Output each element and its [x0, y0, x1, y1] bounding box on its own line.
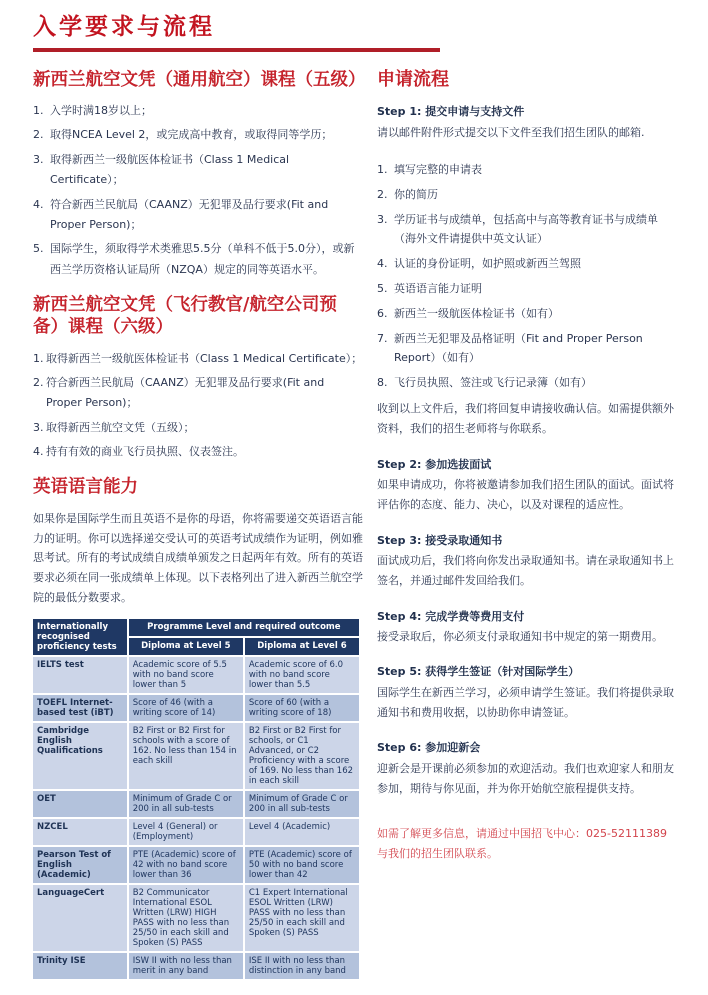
english-score-table [31, 617, 361, 981]
level6-cell: Academic score of 6.0 with no band score lower than 5.5 [245, 657, 359, 693]
step-1 [377, 102, 674, 439]
item-text: 新西兰一级航医体检证书（如有） [394, 306, 559, 320]
level5-cell: B2 First or B2 First for schools with a score of 162. No less than 154 in each skill [129, 723, 243, 789]
step-2-body: 如果申请成功，你将被邀请参加我们招生团队的面试。面试将评估你的态度、能力、决心，以及对课程的适应性。 [377, 478, 674, 512]
test-name-cell: Trinity ISE [33, 953, 127, 979]
step-1-confirmation-note: 收到以上文件后，我们将回复申请接收确认信。如需提供额外资料，我们的招生老师将与你联系。 [377, 402, 674, 436]
section-heading-apply-process: 申请流程 [377, 68, 449, 90]
test-name-cell: Pearson Test of English (Academic) [33, 847, 127, 883]
section-level5-course [33, 69, 366, 280]
table-row [33, 819, 359, 845]
page-title: 入学要求与流程 [33, 14, 215, 40]
item-text: 取得新西兰一级航医体检证书（Class 1 Medical Certificate）； [50, 152, 290, 187]
column-header-level6: Diploma at Level 6 [245, 638, 359, 655]
test-name-cell: LanguageCert [33, 885, 127, 951]
step-4-body: 接受录取后，你必须支付录取通知书中规定的第一期费用。 [377, 630, 663, 644]
title-underline [33, 48, 440, 52]
list-item [377, 373, 674, 393]
item-text: 新西兰无犯罪及品格证明（Fit and Proper Person Report）（如有） [394, 331, 643, 365]
table-row [33, 723, 359, 789]
list-item [33, 349, 363, 369]
item-number: 4. [33, 197, 44, 211]
step-3-title: Step 3: 接受录取通知书 [377, 533, 503, 547]
level5-cell: B2 Communicator International ESOL Written (LRW) HIGH PASS with no less than 25/50 in each skill and Spoken (S) PASS [129, 885, 243, 951]
item-text: 填写完整的申请表 [394, 163, 482, 177]
level6-cell: Level 4 (Academic) [245, 819, 359, 845]
left-column [33, 69, 366, 995]
table-header-row [33, 619, 359, 636]
item-text: 国际学生，须取得学术类雅思5.5分（单科不低于5.0分），或新西兰学历资格认证局所（NZQA）规定的同等英语水平。 [50, 242, 355, 276]
english-requirements-paragraph: 如果你是国际学生而且英语不是你的母语，你将需要递交英语语言能力的证明。你可以选择递交受认可的英语考试成绩作为证明，例如雅思考试。所有的考试成绩自成绩单颁发之日起两年有效。所有的英语要求必须在同一张成绩单上体现。以下表格列出了进入新西兰航空学院的最低分数要求。 [33, 511, 363, 604]
item-text: 取得新西兰航空文凭（五级）； [46, 420, 195, 434]
item-text: 你的简历 [394, 187, 438, 201]
contact-note: 如需了解更多信息，请通过中国招飞中心：025-52111389 与我们的招生团队联系。 [377, 826, 667, 860]
test-name-cell: OET [33, 791, 127, 817]
list-item [377, 254, 674, 274]
list-item [377, 304, 674, 324]
list-item [377, 185, 674, 205]
test-name-cell: TOEFL Internet-based test (iBT) [33, 695, 127, 721]
column-header-level5: Diploma at Level 5 [129, 638, 243, 655]
table-row [33, 953, 359, 979]
level5-cell: Score of 46 (with a writing score of 14) [129, 695, 243, 721]
level6-cell: PTE (Academic) score of 50 with no band score lower than 42 [245, 847, 359, 883]
level5-cell: PTE (Academic) score of 42 with no band score lower than 36 [129, 847, 243, 883]
item-number: 3. [33, 152, 44, 166]
table-row [33, 885, 359, 951]
item-text: 持有有效的商业飞行员执照、仪表签注。 [46, 445, 244, 459]
level6-cell: B2 First or B2 First for schools, or C1 Advanced, or C2 Proficiency with a score of 169. No less than 162 in each skill [245, 723, 359, 789]
step-4 [377, 607, 674, 648]
list-item [33, 150, 363, 191]
item-text: 认证的身份证明，如护照或新西兰驾照 [394, 257, 581, 271]
level6-cell: Minimum of Grade C or 200 in all sub-tests [245, 791, 359, 817]
item-number: 3. [377, 212, 388, 226]
list-item [377, 329, 674, 369]
list-item [33, 195, 363, 236]
two-column-layout [33, 69, 674, 995]
list-item [33, 239, 363, 280]
step-5 [377, 662, 674, 723]
list-item [377, 279, 674, 299]
list-item [377, 160, 674, 180]
level5-requirements-list [33, 101, 363, 280]
item-number: 1. [33, 104, 44, 118]
step-2 [377, 455, 674, 516]
table-row [33, 791, 359, 817]
column-header-tests: Internationally recognised proficiency tests [33, 619, 127, 655]
test-name-cell: NZCEL [33, 819, 127, 845]
list-item [33, 442, 363, 462]
step-4-title: Step 4: 完成学费等费用支付 [377, 609, 525, 623]
step-3 [377, 531, 674, 592]
level5-cell: ISW II with no less than merit in any band [129, 953, 243, 979]
section-heading-level5: 新西兰航空文凭（通用航空）课程（五级） [33, 69, 366, 90]
item-text: 入学时满18岁以上； [50, 104, 152, 118]
item-number: 1. [33, 351, 44, 365]
list-item [33, 373, 363, 414]
item-text: 取得NCEA Level 2，或完成高中教育，或取得同等学历； [50, 128, 333, 142]
item-number: 2. [33, 376, 44, 390]
section-level6-course [33, 294, 363, 463]
test-name-cell: Cambridge English Qualifications [33, 723, 127, 789]
required-documents-list [377, 160, 674, 393]
level5-cell: Minimum of Grade C or 200 in all sub-tests [129, 791, 243, 817]
right-column [377, 69, 674, 995]
item-number: 5. [33, 242, 44, 256]
item-text: 取得新西兰一级航医体检证书（Class 1 Medical Certificate）； [46, 351, 363, 365]
table-row [33, 657, 359, 693]
section-heading-level6: 新西兰航空文凭（飞行教官/航空公司预备）课程（六级） [33, 294, 337, 338]
section-english-ability [33, 476, 363, 981]
item-text: 符合新西兰民航局（CAANZ）无犯罪及品行要求(Fit and Proper Person)； [50, 197, 329, 231]
item-number: 1. [377, 163, 388, 177]
table-row [33, 695, 359, 721]
table-row [33, 847, 359, 883]
item-number: 2. [33, 128, 44, 142]
list-item [33, 125, 363, 145]
level6-cell: ISE II with no less than distinction in any band [245, 953, 359, 979]
step-2-title: Step 2: 参加选拔面试 [377, 457, 492, 471]
item-text: 符合新西兰民航局（CAANZ）无犯罪及品行要求(Fit and Proper Person)； [46, 376, 325, 410]
step-5-title: Step 5: 获得学生签证（针对国际学生） [377, 665, 580, 679]
item-number: 4. [377, 257, 388, 271]
item-number: 6. [377, 306, 388, 320]
level5-cell: Level 4 (General) or (Employment) [129, 819, 243, 845]
item-text: 飞行员执照、签注或飞行记录簿（如有） [394, 376, 592, 390]
list-item [33, 101, 363, 121]
step-3-body: 面试成功后，我们将向你发出录取通知书。请在录取通知书上签名，并通过邮件发回给我们。 [377, 554, 674, 588]
level5-cell: Academic score of 5.5 with no band score lower than 5 [129, 657, 243, 693]
level6-requirements-list [33, 349, 363, 463]
level6-cell: C1 Expert International ESOL Written (LRW) PASS with no less than 25/50 in each skill and Spoken (S) PASS [245, 885, 359, 951]
item-number: 8. [377, 376, 388, 390]
item-number: 7. [377, 331, 388, 345]
item-text: 英语语言能力证明 [394, 282, 482, 296]
column-header-programme: Programme Level and required outcome [129, 619, 359, 636]
item-number: 4. [33, 445, 44, 459]
item-text: 学历证书与成绩单，包括高中与高等教育证书与成绩单（海外文件请提供中英文认证） [394, 212, 658, 246]
step-6-title: Step 6: 参加迎新会 [377, 741, 481, 755]
step-1-title: Step 1: 提交申请与支持文件 [377, 105, 525, 119]
section-heading-english: 英语语言能力 [33, 477, 138, 498]
test-name-cell: IELTS test [33, 657, 127, 693]
level6-cell: Score of 60 (with a writing score of 18) [245, 695, 359, 721]
item-number: 2. [377, 187, 388, 201]
list-item [377, 210, 674, 250]
step-6-body: 迎新会是开课前必须参加的欢迎活动。我们也欢迎家人和朋友参加，期待与你见面，并为你开始航空旅程提供支持。 [377, 761, 674, 796]
item-number: 3. [33, 420, 44, 434]
step-1-intro: 请以邮件附件形式提交以下文件至我们招生团队的邮箱. [377, 125, 645, 139]
item-number: 5. [377, 282, 388, 296]
list-item [33, 418, 363, 438]
step-5-body: 国际学生在新西兰学习，必须申请学生签证。我们将提供录取通知书和费用收据，以协助你申请签证。 [377, 685, 674, 720]
step-6 [377, 738, 674, 799]
